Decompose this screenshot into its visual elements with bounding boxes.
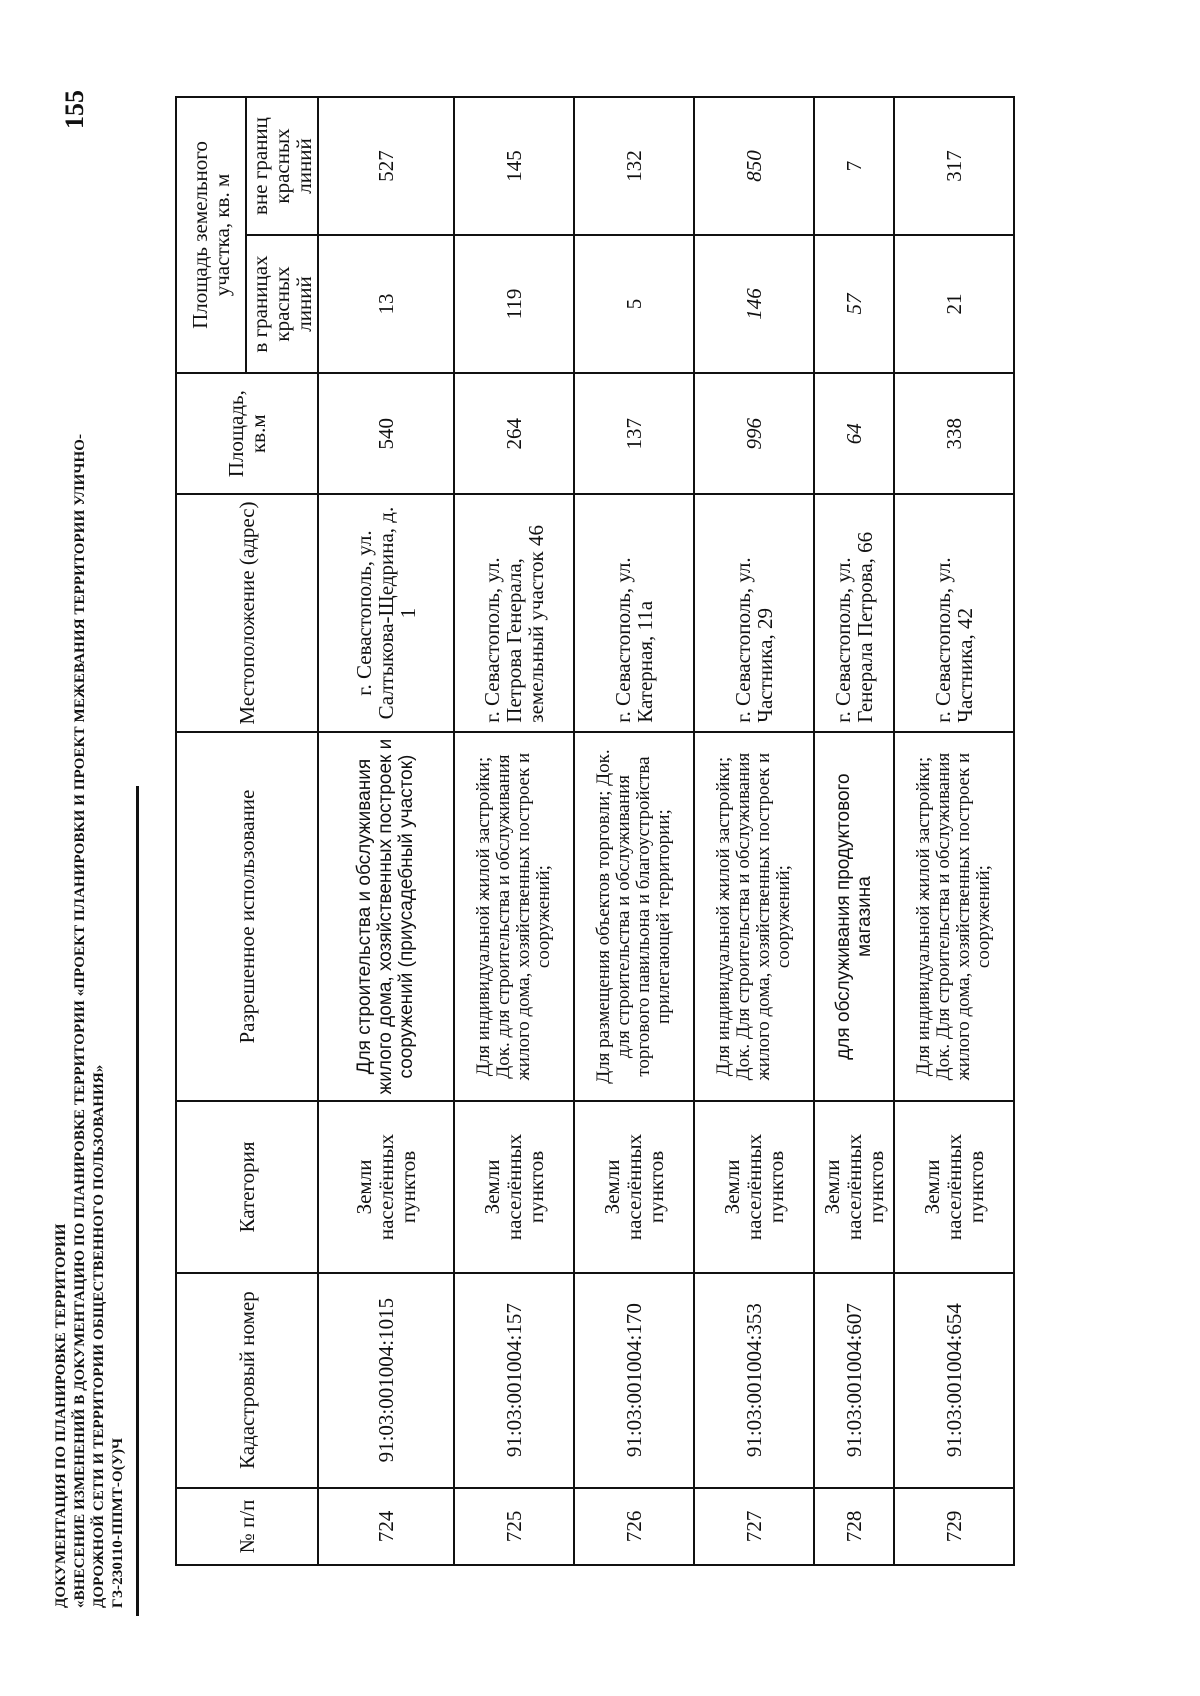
header-area: Площадь, кв.м [176, 373, 318, 494]
cell-outside: 317 [894, 97, 1014, 235]
header-address: Местоположение (адрес) [176, 494, 318, 731]
cell-inside: 21 [894, 235, 1014, 373]
header-line-2: «ВНЕСЕНИЕ ИЗМЕНЕНИЙ В ДОКУМЕНТАЦИЮ ПО ПЛАНИРОВКЕ ТЕРРИТОРИИ «ПРОЕКТ ПЛАНИРОВКИ И ПРОЕКТ МЕЖЕВАНИЯ ТЕРРИТОРИИ УЛИЧНО- [72, 433, 88, 1608]
cell-num: 728 [814, 1488, 894, 1565]
cell-outside: 527 [318, 97, 454, 235]
cell-outside: 850 [694, 97, 814, 235]
cell-cadastral: 91:03:001004:1015 [318, 1273, 454, 1488]
cell-num: 725 [454, 1488, 574, 1565]
cell-area: 338 [894, 373, 1014, 494]
cell-area: 137 [574, 373, 694, 494]
header-line-3: ДОРОЖНОЙ СЕТИ И ТЕРРИТОРИИ ОБЩЕСТВЕННОГО ПОЛЬЗОВАНИЯ» [91, 1064, 107, 1608]
cell-area: 64 [814, 373, 894, 494]
cell-category: Земли населённых пунктов [894, 1101, 1014, 1272]
table-row [694, 97, 814, 1565]
parcel-table [175, 96, 1015, 1566]
table-row [454, 97, 574, 1565]
header-rule [136, 786, 139, 1616]
header-line-4: ГЗ-230110-ППМТ-О(У)Ч [110, 1437, 126, 1608]
cell-category: Земли населённых пунктов [574, 1101, 694, 1272]
table-row [814, 97, 894, 1565]
cell-use: Для индивидуальной жилой застройки; Док. Для строительства и обслуживания жилого дома, хозяйственных построек и сооружений; [694, 732, 814, 1102]
header-num: № п/п [176, 1488, 318, 1565]
header-cadastral: Кадастровый номер [176, 1273, 318, 1488]
cell-cadastral: 91:03:001004:654 [894, 1273, 1014, 1488]
cell-category: Земли населённых пунктов [814, 1101, 894, 1272]
cell-address: г. Севастополь, ул. Частника, 29 [694, 494, 814, 731]
cell-area: 264 [454, 373, 574, 494]
cell-address: г. Севастополь, ул. Генерала Петрова, 66 [814, 494, 894, 731]
header-outside: вне границ красных линий [246, 97, 318, 235]
cell-outside: 7 [814, 97, 894, 235]
cell-inside: 13 [318, 235, 454, 373]
cell-outside: 132 [574, 97, 694, 235]
cell-cadastral: 91:03:001004:170 [574, 1273, 694, 1488]
cell-cadastral: 91:03:001004:607 [814, 1273, 894, 1488]
cell-num: 729 [894, 1488, 1014, 1565]
cell-num: 727 [694, 1488, 814, 1565]
cell-area: 540 [318, 373, 454, 494]
cell-inside: 5 [574, 235, 694, 373]
cell-address: г. Севастополь, ул. Салтыкова-Щедрина, д. 1 [318, 494, 454, 731]
cell-address: г. Севастополь, ул. Частника, 42 [894, 494, 1014, 731]
cell-area: 996 [694, 373, 814, 494]
header-category: Категория [176, 1101, 318, 1272]
table-row [894, 97, 1014, 1565]
cell-inside: 146 [694, 235, 814, 373]
document-header [52, 108, 128, 1608]
table-row [574, 97, 694, 1565]
cell-num: 724 [318, 1488, 454, 1565]
cell-use: Для индивидуальной жилой застройки; Док. для строительства и обслуживания жилого дома, хозяйственных построек и сооружений; [454, 732, 574, 1102]
header-plot-area: Площадь земельного участка, кв. м [176, 97, 246, 373]
cell-outside: 145 [454, 97, 574, 235]
cell-category: Земли населённых пунктов [454, 1101, 574, 1272]
header-inside: в границах красных линий [246, 235, 318, 373]
cell-category: Земли населённых пунктов [694, 1101, 814, 1272]
cell-category: Земли населённых пунктов [318, 1101, 454, 1272]
cell-cadastral: 91:03:001004:353 [694, 1273, 814, 1488]
cell-cadastral: 91:03:001004:157 [454, 1273, 574, 1488]
header-use: Разрешенное использование [176, 732, 318, 1102]
cell-use: Для строительства и обслуживания жилого дома, хозяйственных построек и сооружений (приусадебный участок) [318, 732, 454, 1102]
cell-address: г. Севастополь, ул. Катерная, 11а [574, 494, 694, 731]
cell-num: 726 [574, 1488, 694, 1565]
cell-use: Для индивидуальной жилой застройки; Док. Для строительства и обслуживания жилого дома, хозяйственных построек и сооружений; [894, 732, 1014, 1102]
header-line-1: ДОКУМЕНТАЦИЯ ПО ПЛАНИРОВКЕ ТЕРРИТОРИИ [53, 1223, 69, 1608]
cell-inside: 119 [454, 235, 574, 373]
cell-inside: 57 [814, 235, 894, 373]
cell-use: для обслуживания продуктового магазина [814, 732, 894, 1102]
cell-use: Для размещения объектов торговли; Док. для строительства и обслуживания торгового павильона и благоустройства прилегающей территории; [574, 732, 694, 1102]
cell-address: г. Севастополь, ул. Петрова Генерала, земельный участок 46 [454, 494, 574, 731]
table-row [318, 97, 454, 1565]
page-number: 155 [60, 90, 89, 129]
